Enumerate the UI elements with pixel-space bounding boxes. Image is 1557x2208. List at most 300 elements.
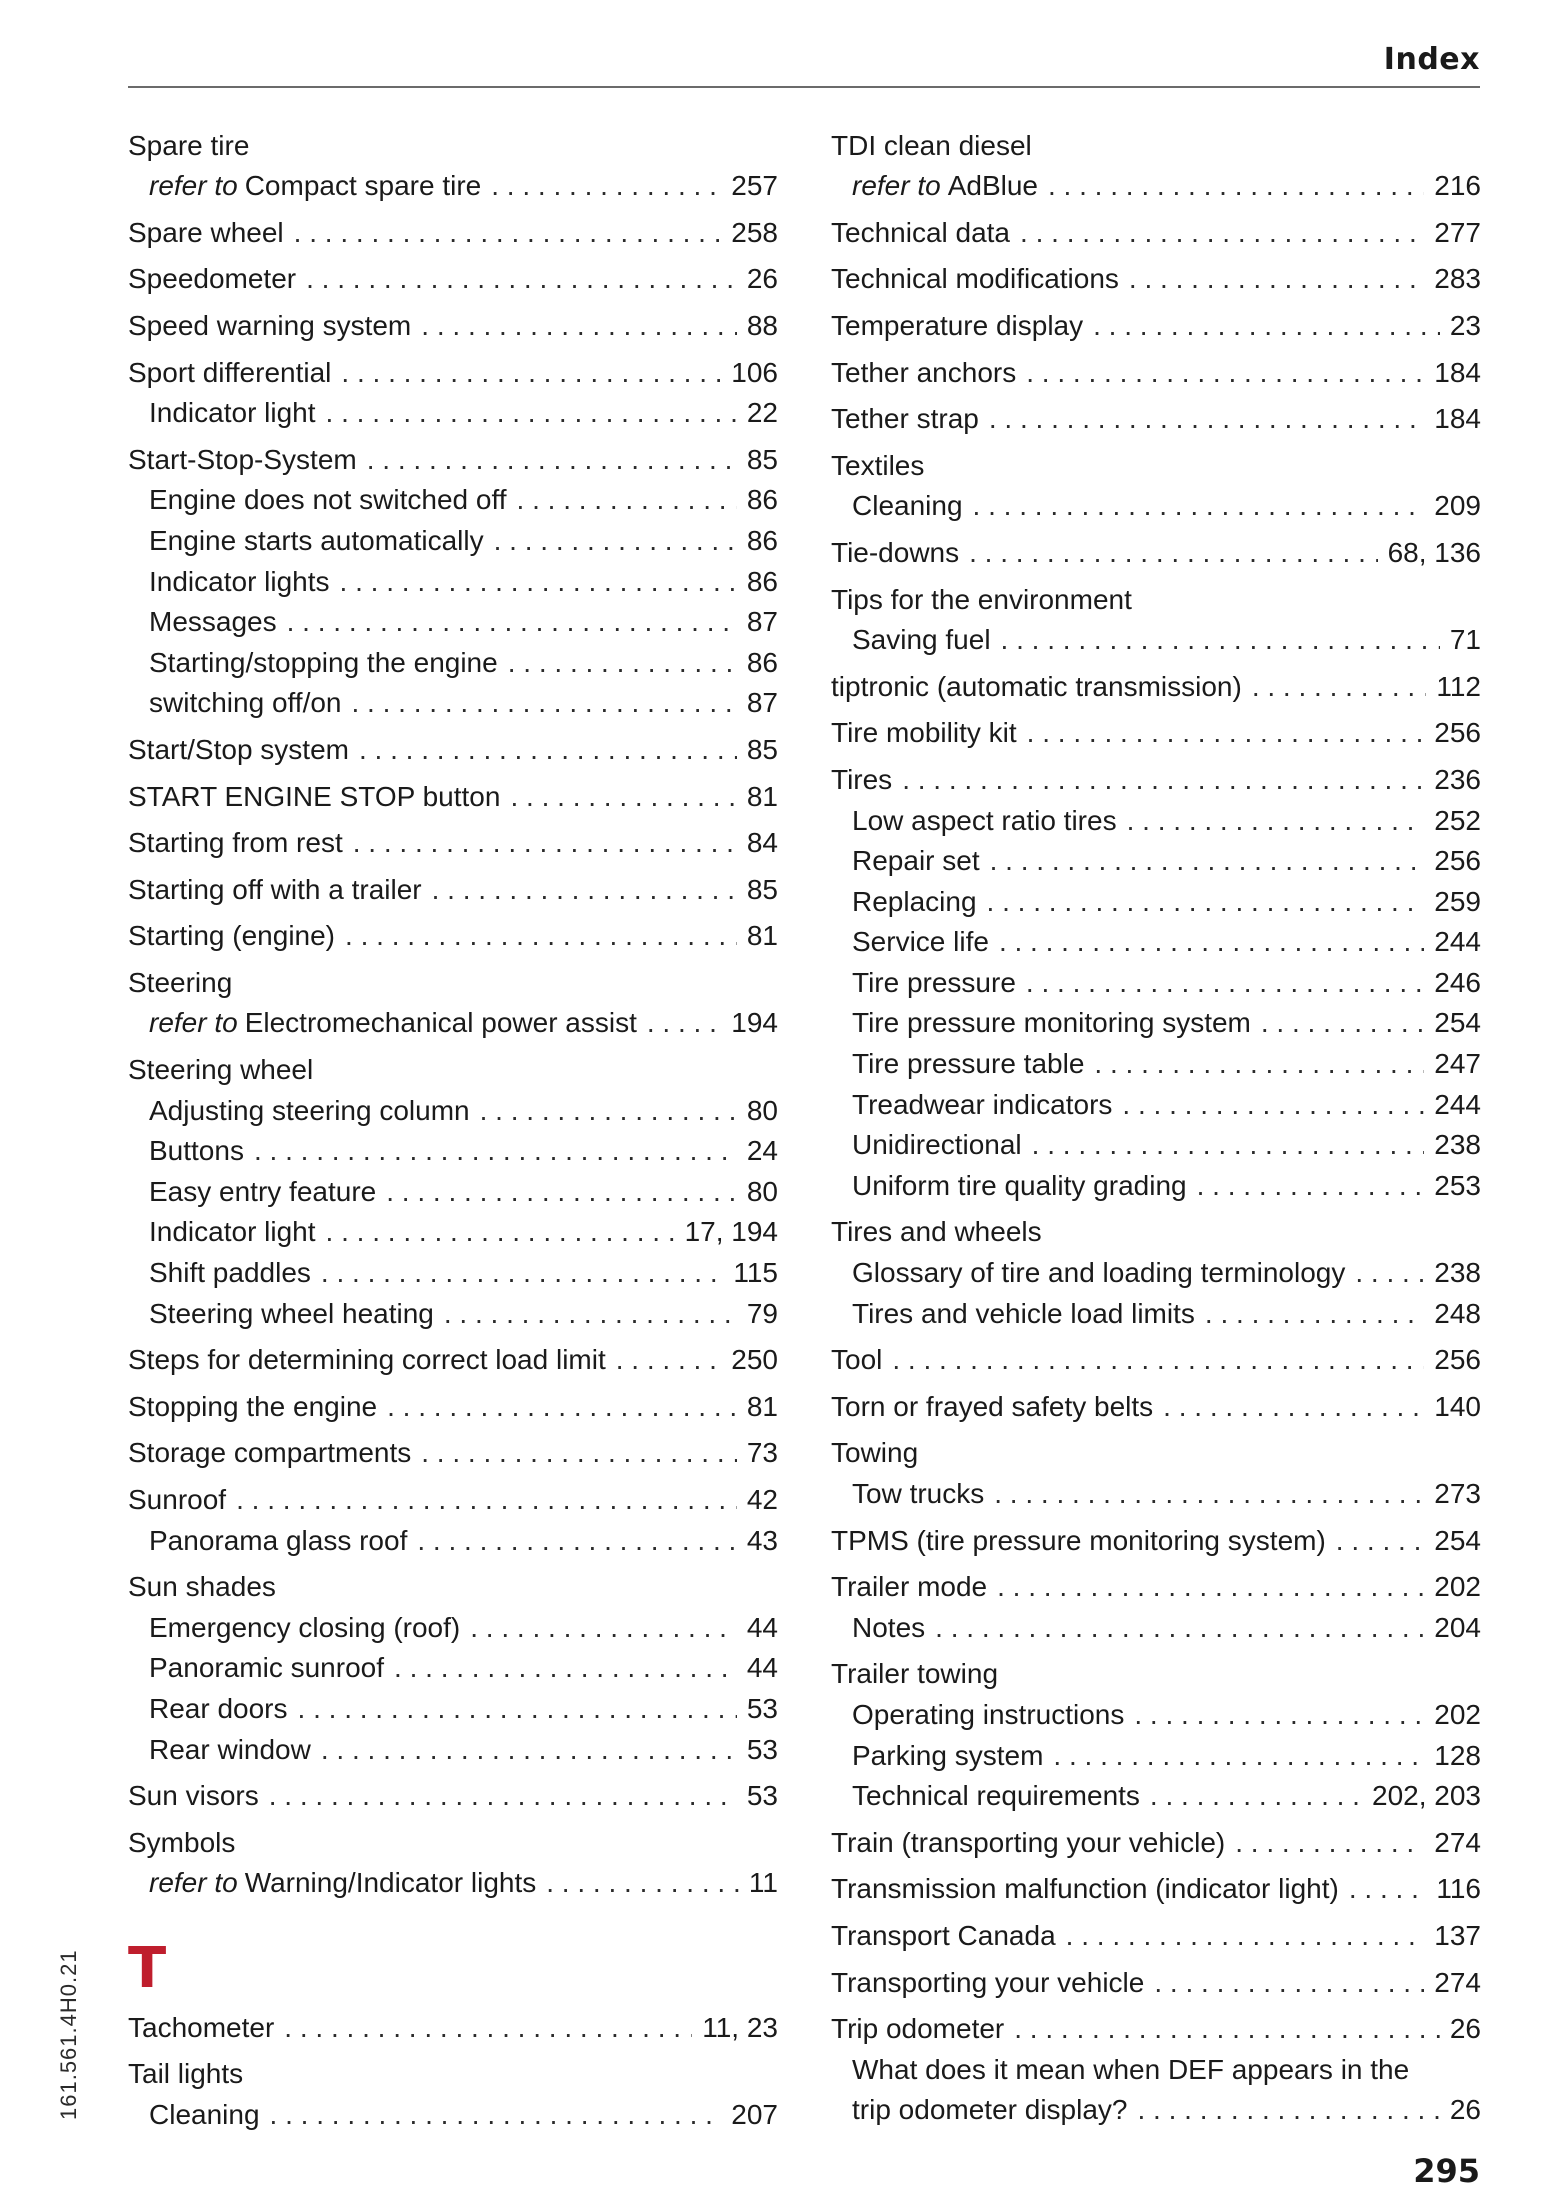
dot-leader	[480, 1091, 737, 1132]
index-entry	[831, 1387, 1481, 1428]
entry-text: Parking system	[852, 1739, 1044, 1771]
dot-leader	[1205, 1294, 1424, 1335]
entry-label	[831, 713, 1017, 754]
index-subentry	[128, 1131, 778, 1172]
entry-text: Steering wheel	[128, 1054, 314, 1086]
index-entry	[831, 1654, 1481, 1695]
entry-text: Panoramic sunroof	[149, 1652, 385, 1684]
entry-text: Rear doors	[149, 1692, 288, 1724]
entry-page-number: 202	[1434, 1698, 1481, 1730]
dot-leader	[994, 1474, 1424, 1515]
dot-leader	[326, 1212, 675, 1253]
entry-text: Temperature display	[831, 309, 1084, 341]
entry-text: Buttons	[149, 1135, 244, 1167]
entry-label	[831, 1521, 1326, 1562]
entry-label	[831, 306, 1083, 347]
entry-text: Indicator lights	[149, 565, 330, 597]
entry-page-number: 73	[746, 1437, 778, 1469]
index-subentry	[128, 602, 778, 643]
index-entry	[831, 399, 1481, 440]
dot-leader	[1026, 963, 1424, 1004]
entry-page-number: 115	[733, 1257, 778, 1289]
entry-page-number: 112	[1436, 670, 1481, 702]
index-subentry	[831, 1003, 1481, 1044]
dot-leader	[1094, 1044, 1424, 1085]
index-entry	[128, 440, 778, 481]
index-entry	[831, 580, 1481, 621]
index-subentry	[128, 683, 778, 724]
entry-page-number: 81	[746, 920, 778, 952]
dot-leader	[1261, 1003, 1424, 1044]
entry-cross-reference: refer to	[149, 1867, 238, 1899]
entry-label	[128, 1823, 235, 1864]
index-subentry	[831, 2050, 1481, 2091]
entry-text: Steps for determining correct load limit	[128, 1344, 606, 1376]
entry-label	[128, 730, 349, 771]
dot-leader	[345, 916, 737, 957]
entry-text: Towing	[831, 1437, 919, 1469]
index-entry	[128, 870, 778, 911]
page-header	[128, 36, 1480, 88]
entry-text: Tire pressure table	[852, 1048, 1085, 1080]
entry-page-number: 26	[1449, 2013, 1481, 2045]
entry-page-number: 85	[746, 733, 778, 765]
dot-leader	[990, 841, 1425, 882]
entry-page-number: 87	[746, 687, 778, 719]
entry-text: Engine does not switched off	[149, 484, 507, 516]
entry-label	[852, 486, 963, 527]
index-entry	[831, 306, 1481, 347]
index-subentry	[128, 1172, 778, 1213]
index-entry	[128, 1387, 778, 1428]
entry-page-number: 86	[746, 565, 778, 597]
dot-leader	[1032, 1125, 1425, 1166]
entry-page-number: 250	[731, 1344, 778, 1376]
entry-page-number: 116	[1436, 1873, 1481, 1905]
index-subentry	[128, 1689, 778, 1730]
entry-text: Transporting your vehicle	[831, 1966, 1145, 1998]
entry-label	[149, 1212, 316, 1253]
dot-leader	[306, 259, 737, 300]
dot-leader	[616, 1340, 722, 1381]
index-entry	[831, 713, 1481, 754]
entry-page-number: 26	[1449, 2094, 1481, 2126]
entry-page-number: 248	[1434, 1297, 1481, 1329]
entry-label	[831, 580, 1132, 621]
index-subentry	[831, 620, 1481, 661]
index-subentry	[831, 1474, 1481, 1515]
entry-text: Trip odometer	[831, 2013, 1005, 2045]
index-entry	[831, 1869, 1481, 1910]
entry-page-number: 184	[1434, 356, 1481, 388]
entry-label	[128, 1433, 411, 1474]
entry-text: Tow trucks	[852, 1478, 985, 1509]
entry-text: Tether strap	[831, 403, 979, 435]
entry-label	[852, 620, 991, 661]
index-subentry	[831, 1695, 1481, 1736]
entry-page-number: 81	[746, 780, 778, 812]
entry-page-number: 254	[1434, 1007, 1481, 1039]
entry-text: Technical requirements	[852, 1780, 1140, 1812]
entry-label	[831, 1916, 1056, 1957]
entry-page-number: 184	[1434, 403, 1481, 435]
index-subentry	[831, 841, 1481, 882]
index-subentry	[831, 1608, 1481, 1649]
dot-leader	[341, 353, 721, 394]
entry-label	[149, 2095, 260, 2136]
dot-leader	[321, 1730, 737, 1771]
entry-page-number: 256	[1434, 717, 1481, 749]
entry-label	[128, 916, 335, 957]
entry-text: Electromechanical power assist	[244, 1007, 637, 1039]
dot-leader	[1129, 259, 1424, 300]
index-entries-t-right	[831, 126, 1481, 2131]
entry-label	[149, 1730, 311, 1771]
index-entry	[128, 1567, 778, 1608]
entry-label	[128, 2008, 274, 2049]
entry-page-number: 207	[731, 2098, 778, 2130]
entry-label	[831, 259, 1119, 300]
entry-text: Uniform tire quality grading	[852, 1169, 1187, 1201]
index-entries-s	[128, 126, 778, 1904]
index-entry	[128, 730, 778, 771]
dot-leader	[1336, 1521, 1424, 1562]
index-entry	[831, 213, 1481, 254]
dot-leader	[470, 1608, 737, 1649]
entry-label	[831, 1654, 998, 1695]
dot-leader	[510, 777, 736, 818]
dot-leader	[421, 306, 737, 347]
entry-label	[852, 2050, 1409, 2091]
dot-leader	[1122, 1085, 1424, 1126]
dot-leader	[1020, 213, 1424, 254]
entry-label	[831, 1567, 987, 1608]
dot-leader	[387, 1387, 737, 1428]
entry-page-number: 53	[746, 1692, 778, 1724]
dot-leader	[294, 213, 722, 254]
entry-label	[128, 1567, 276, 1608]
entry-text: Start/Stop system	[128, 733, 349, 765]
entry-text: AdBlue	[947, 170, 1038, 202]
entry-label	[852, 963, 1016, 1004]
index-entry	[128, 353, 778, 394]
entry-label	[852, 1166, 1187, 1207]
dot-leader	[1127, 801, 1425, 842]
dot-leader	[1026, 353, 1424, 394]
entry-text: Service life	[852, 926, 989, 958]
index-subentry	[831, 2090, 1481, 2131]
entry-text: Low aspect ratio tires	[852, 804, 1117, 836]
entry-text: Speed warning system	[128, 309, 412, 341]
entry-text: TPMS (tire pressure monitoring system)	[831, 1524, 1326, 1556]
entry-page-number: 137	[1434, 1919, 1481, 1951]
entry-text: Stopping the engine	[128, 1390, 378, 1422]
entry-text: Emergency closing (roof)	[149, 1611, 461, 1643]
dot-leader	[359, 730, 737, 771]
dot-leader	[1134, 1695, 1424, 1736]
entry-page-number: 244	[1434, 1088, 1481, 1120]
entry-page-number: 88	[746, 309, 778, 341]
entry-text: Spare tire	[128, 129, 250, 161]
entry-text: Sunroof	[128, 1484, 227, 1515]
entry-text: Transmission malfunction (indicator light)	[831, 1873, 1339, 1905]
entry-page-number: 244	[1434, 926, 1481, 958]
entry-text: TDI clean diesel	[831, 129, 1032, 161]
dot-leader	[270, 2095, 722, 2136]
index-entry	[128, 916, 778, 957]
index-entry	[831, 1212, 1481, 1253]
entry-label	[852, 1003, 1251, 1044]
entry-text: Treadwear indicators	[852, 1088, 1113, 1120]
entry-cross-reference: refer to	[149, 170, 238, 202]
header-title: Index	[1383, 42, 1480, 77]
index-subentry	[831, 1736, 1481, 1777]
index-subentry	[831, 1085, 1481, 1126]
entry-text: switching off/on	[149, 687, 342, 719]
entry-label	[852, 1695, 1124, 1736]
entry-text: Tire mobility kit	[831, 717, 1017, 749]
index-subentry	[831, 882, 1481, 923]
entry-text: Sport differential	[128, 356, 332, 388]
dot-leader	[1053, 1736, 1424, 1777]
entry-text: Unidirectional	[852, 1129, 1022, 1161]
entry-label	[149, 1521, 407, 1562]
entry-page-number: 202, 203	[1372, 1780, 1481, 1812]
dot-leader	[494, 521, 737, 562]
entry-label	[149, 1172, 376, 1213]
index-subentry	[128, 1648, 778, 1689]
index-subentry	[128, 393, 778, 434]
entry-page-number: 216	[1434, 170, 1481, 202]
index-entry	[831, 446, 1481, 487]
entry-text: trip odometer display?	[852, 2094, 1128, 2126]
entry-text: Start-Stop-System	[128, 443, 357, 475]
entry-page-number: 44	[746, 1611, 778, 1643]
dot-leader	[353, 823, 737, 864]
index-entry	[128, 1776, 778, 1817]
dot-leader	[284, 2008, 692, 2049]
entry-text: Textiles	[831, 449, 925, 481]
entry-page-number: 274	[1434, 1826, 1481, 1858]
entry-label	[831, 2009, 1004, 2050]
index-subentry	[128, 1730, 778, 1771]
dot-leader	[394, 1648, 737, 1689]
entry-label	[128, 1387, 377, 1428]
entry-label	[831, 446, 924, 487]
entry-page-number: 259	[1434, 885, 1481, 917]
entry-text: Steering wheel heating	[149, 1297, 434, 1329]
entry-label	[149, 562, 330, 603]
index-subentry	[128, 1608, 778, 1649]
entry-text: tiptronic (automatic transmission)	[831, 670, 1242, 702]
index-subentry	[128, 1091, 778, 1132]
entry-label	[128, 353, 331, 394]
entry-page-number: 140	[1434, 1390, 1481, 1422]
dot-leader	[1027, 713, 1425, 754]
index-entry	[831, 533, 1481, 574]
entry-text: START ENGINE STOP button	[128, 780, 501, 812]
entry-page-number: 23	[1449, 309, 1481, 341]
entry-page-number: 43	[746, 1524, 778, 1556]
entry-text: Sun shades	[128, 1571, 276, 1603]
section-letter: T	[128, 1935, 167, 2001]
entry-text: Indicator light	[149, 1216, 316, 1248]
entry-label	[831, 126, 1032, 167]
entry-text: Technical data	[831, 216, 1011, 248]
index-subentry	[128, 1003, 778, 1044]
entry-page-number: 81	[746, 1390, 778, 1422]
document-code: 161.561.4H0.21	[56, 1949, 81, 2120]
dot-leader	[444, 1294, 737, 1335]
dot-leader	[508, 643, 737, 684]
entry-text: Easy entry feature	[149, 1175, 377, 1207]
index-subentry	[831, 1253, 1481, 1294]
entry-page-number: 53	[746, 1733, 778, 1765]
dot-leader	[647, 1003, 721, 1044]
dot-leader	[432, 870, 737, 911]
entry-cross-reference: refer to	[852, 170, 941, 202]
entry-label	[128, 963, 232, 1004]
entry-label	[149, 1131, 244, 1172]
entry-page-number: 236	[1434, 763, 1481, 795]
entry-page-number: 11	[748, 1867, 778, 1899]
entry-label	[149, 1294, 434, 1335]
entry-cross-reference: refer to	[149, 1007, 238, 1039]
entry-label	[831, 213, 1010, 254]
entry-page-number: 79	[746, 1297, 778, 1329]
entry-page-number: 238	[1434, 1257, 1481, 1289]
entry-text: Tool	[831, 1344, 883, 1376]
entry-page-number: 85	[746, 443, 778, 475]
entry-page-number: 194	[731, 1007, 778, 1039]
entry-text: Symbols	[128, 1826, 236, 1858]
entry-page-number: 68, 136	[1387, 536, 1481, 568]
index-subentry	[128, 643, 778, 684]
entry-page-number: 209	[1434, 490, 1481, 522]
entry-page-number: 53	[746, 1780, 778, 1812]
index-subentry	[128, 1212, 778, 1253]
index-subentry	[128, 480, 778, 521]
entry-page-number: 80	[746, 1175, 778, 1207]
entry-text: Tire pressure	[852, 966, 1016, 998]
entry-text: Tires and vehicle load limits	[852, 1297, 1195, 1329]
dot-leader	[1349, 1869, 1427, 1910]
index-entry	[831, 1521, 1481, 1562]
entry-text: Storage compartments	[128, 1437, 412, 1469]
dot-leader	[340, 562, 737, 603]
entry-page-number: 86	[746, 484, 778, 516]
entry-page-number: 246	[1434, 966, 1481, 998]
index-entry	[128, 1480, 778, 1521]
entry-text: Starting (engine)	[128, 920, 336, 952]
entry-text: Starting/stopping the engine	[149, 646, 498, 678]
index-entry	[128, 213, 778, 254]
entry-page-number: 277	[1434, 216, 1481, 248]
entry-page-number: 17, 194	[684, 1216, 778, 1248]
entry-page-number: 257	[731, 170, 778, 202]
index-entry	[128, 1433, 778, 1474]
entry-page-number: 87	[746, 606, 778, 638]
entry-text: Saving fuel	[852, 624, 991, 656]
index-entry	[831, 1433, 1481, 1474]
index-entry	[128, 963, 778, 1004]
entry-label	[852, 801, 1117, 842]
index-column-right	[831, 122, 1481, 2131]
index-subentry	[128, 562, 778, 603]
dot-leader	[254, 1131, 737, 1172]
index-entry	[128, 259, 778, 300]
index-entry	[128, 2054, 778, 2095]
index-entry	[831, 1963, 1481, 2004]
dot-leader	[1154, 1963, 1424, 2004]
entry-text: Cleaning	[149, 2098, 260, 2130]
index-entry	[831, 1823, 1481, 1864]
entry-label	[128, 2054, 243, 2095]
dot-leader	[989, 399, 1424, 440]
entry-page-number: 26	[746, 263, 778, 295]
entry-label	[852, 1044, 1084, 1085]
entry-label	[149, 1863, 536, 1904]
entry-text: Transport Canada	[831, 1919, 1056, 1951]
index-entry	[831, 2009, 1481, 2050]
dot-leader	[386, 1172, 737, 1213]
entry-label	[149, 521, 484, 562]
dot-leader	[1001, 620, 1440, 661]
entry-page-number: 283	[1434, 263, 1481, 295]
entry-label	[831, 1387, 1153, 1428]
entry-page-number: 238	[1434, 1129, 1481, 1161]
entry-page-number: 254	[1434, 1524, 1481, 1556]
index-entry	[831, 760, 1481, 801]
entry-page-number: 256	[1434, 1344, 1481, 1376]
index-subentry	[831, 1776, 1481, 1817]
dot-leader	[326, 393, 737, 434]
index-subentry	[831, 801, 1481, 842]
index-entry	[831, 667, 1481, 708]
index-subentry	[128, 2095, 778, 2136]
index-subentry	[128, 1294, 778, 1335]
index-entry	[128, 1050, 778, 1091]
entry-text: Trailer towing	[831, 1658, 999, 1690]
index-subentry	[831, 486, 1481, 527]
entry-page-number: 22	[746, 397, 778, 429]
entry-text: Speedometer	[128, 263, 297, 295]
index-subentry	[128, 1521, 778, 1562]
entry-label	[831, 1340, 882, 1381]
index-entry	[831, 1916, 1481, 1957]
entry-label	[149, 393, 316, 434]
index-subentry	[831, 1166, 1481, 1207]
entry-label	[852, 1253, 1345, 1294]
entry-text: Warning/Indicator lights	[244, 1867, 537, 1899]
entry-text: Replacing	[852, 885, 977, 917]
entry-label	[128, 823, 343, 864]
index-entry	[128, 777, 778, 818]
entry-text: Tail lights	[128, 2058, 244, 2090]
entry-page-number: 86	[746, 524, 778, 556]
entry-text: Sun visors	[128, 1780, 259, 1812]
entry-label	[831, 1433, 918, 1474]
entry-label	[128, 259, 296, 300]
dot-leader	[491, 166, 721, 207]
entry-page-number: 11, 23	[702, 2011, 778, 2043]
entry-label	[852, 166, 1038, 207]
entry-text: Tire pressure monitoring system	[852, 1007, 1251, 1039]
entry-label	[128, 1050, 313, 1091]
entry-label	[149, 1003, 637, 1044]
index-entry	[831, 259, 1481, 300]
entry-text: Tips for the environment	[831, 583, 1132, 615]
